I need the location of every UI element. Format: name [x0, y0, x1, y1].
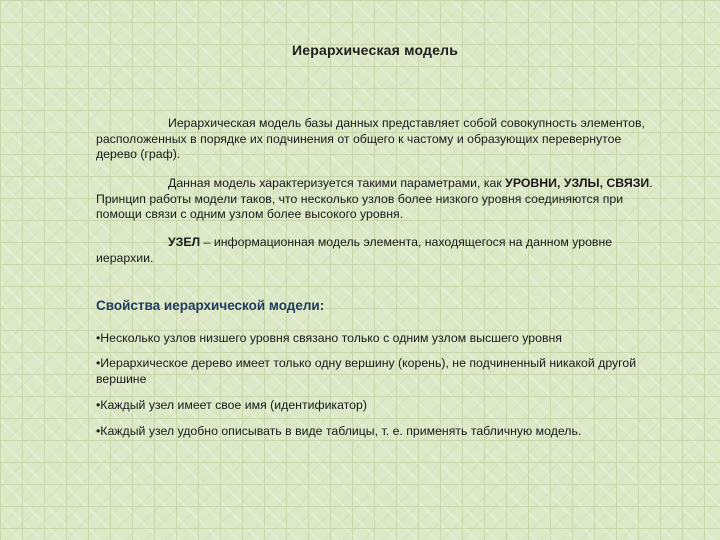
paragraph-definition-text: Иерархическая модель базы данных представляет собой совокупность элементов, расположенных в порядке их подчинения от общего к частому и образующих перевернутое дерево (граф). — [96, 116, 645, 161]
list-item: •Иерархическое дерево имеет только одну вершину (корень), не подчиненный никакой другой вершине — [96, 356, 637, 386]
list-item: •Несколько узлов низшего уровня связано только с одним узлом высшего уровня — [96, 331, 562, 345]
list-item: •Каждый узел имеет свое имя (идентификатор) — [96, 398, 367, 412]
paragraph-parameters-rest: . Принцип работы модели таков, что несколько узлов более низкого уровня соединяются при помощи связи с одним узлом более высокого уровня. — [96, 176, 653, 221]
node-bold-term: УЗЕЛ — [168, 235, 201, 249]
paragraph-parameters-intro: Данная модель характеризуется такими параметрами, как — [168, 176, 506, 190]
paragraph-node-text: – информационная модель элемента, находящегося на данном уровне иерархии. — [96, 235, 613, 265]
paragraph-definition — [96, 116, 656, 163]
properties-heading: Свойства иерархической модели: — [96, 298, 325, 313]
page-title: Иерархическая модель — [291, 42, 459, 58]
paragraph-parameters — [96, 176, 656, 223]
paragraph-node — [96, 235, 656, 266]
parameters-bold-terms: УРОВНИ, УЗЛЫ, СВЯЗИ — [505, 176, 650, 190]
list-item: •Каждый узел удобно описывать в виде таблицы, т. е. применять табличную модель. — [96, 424, 582, 438]
